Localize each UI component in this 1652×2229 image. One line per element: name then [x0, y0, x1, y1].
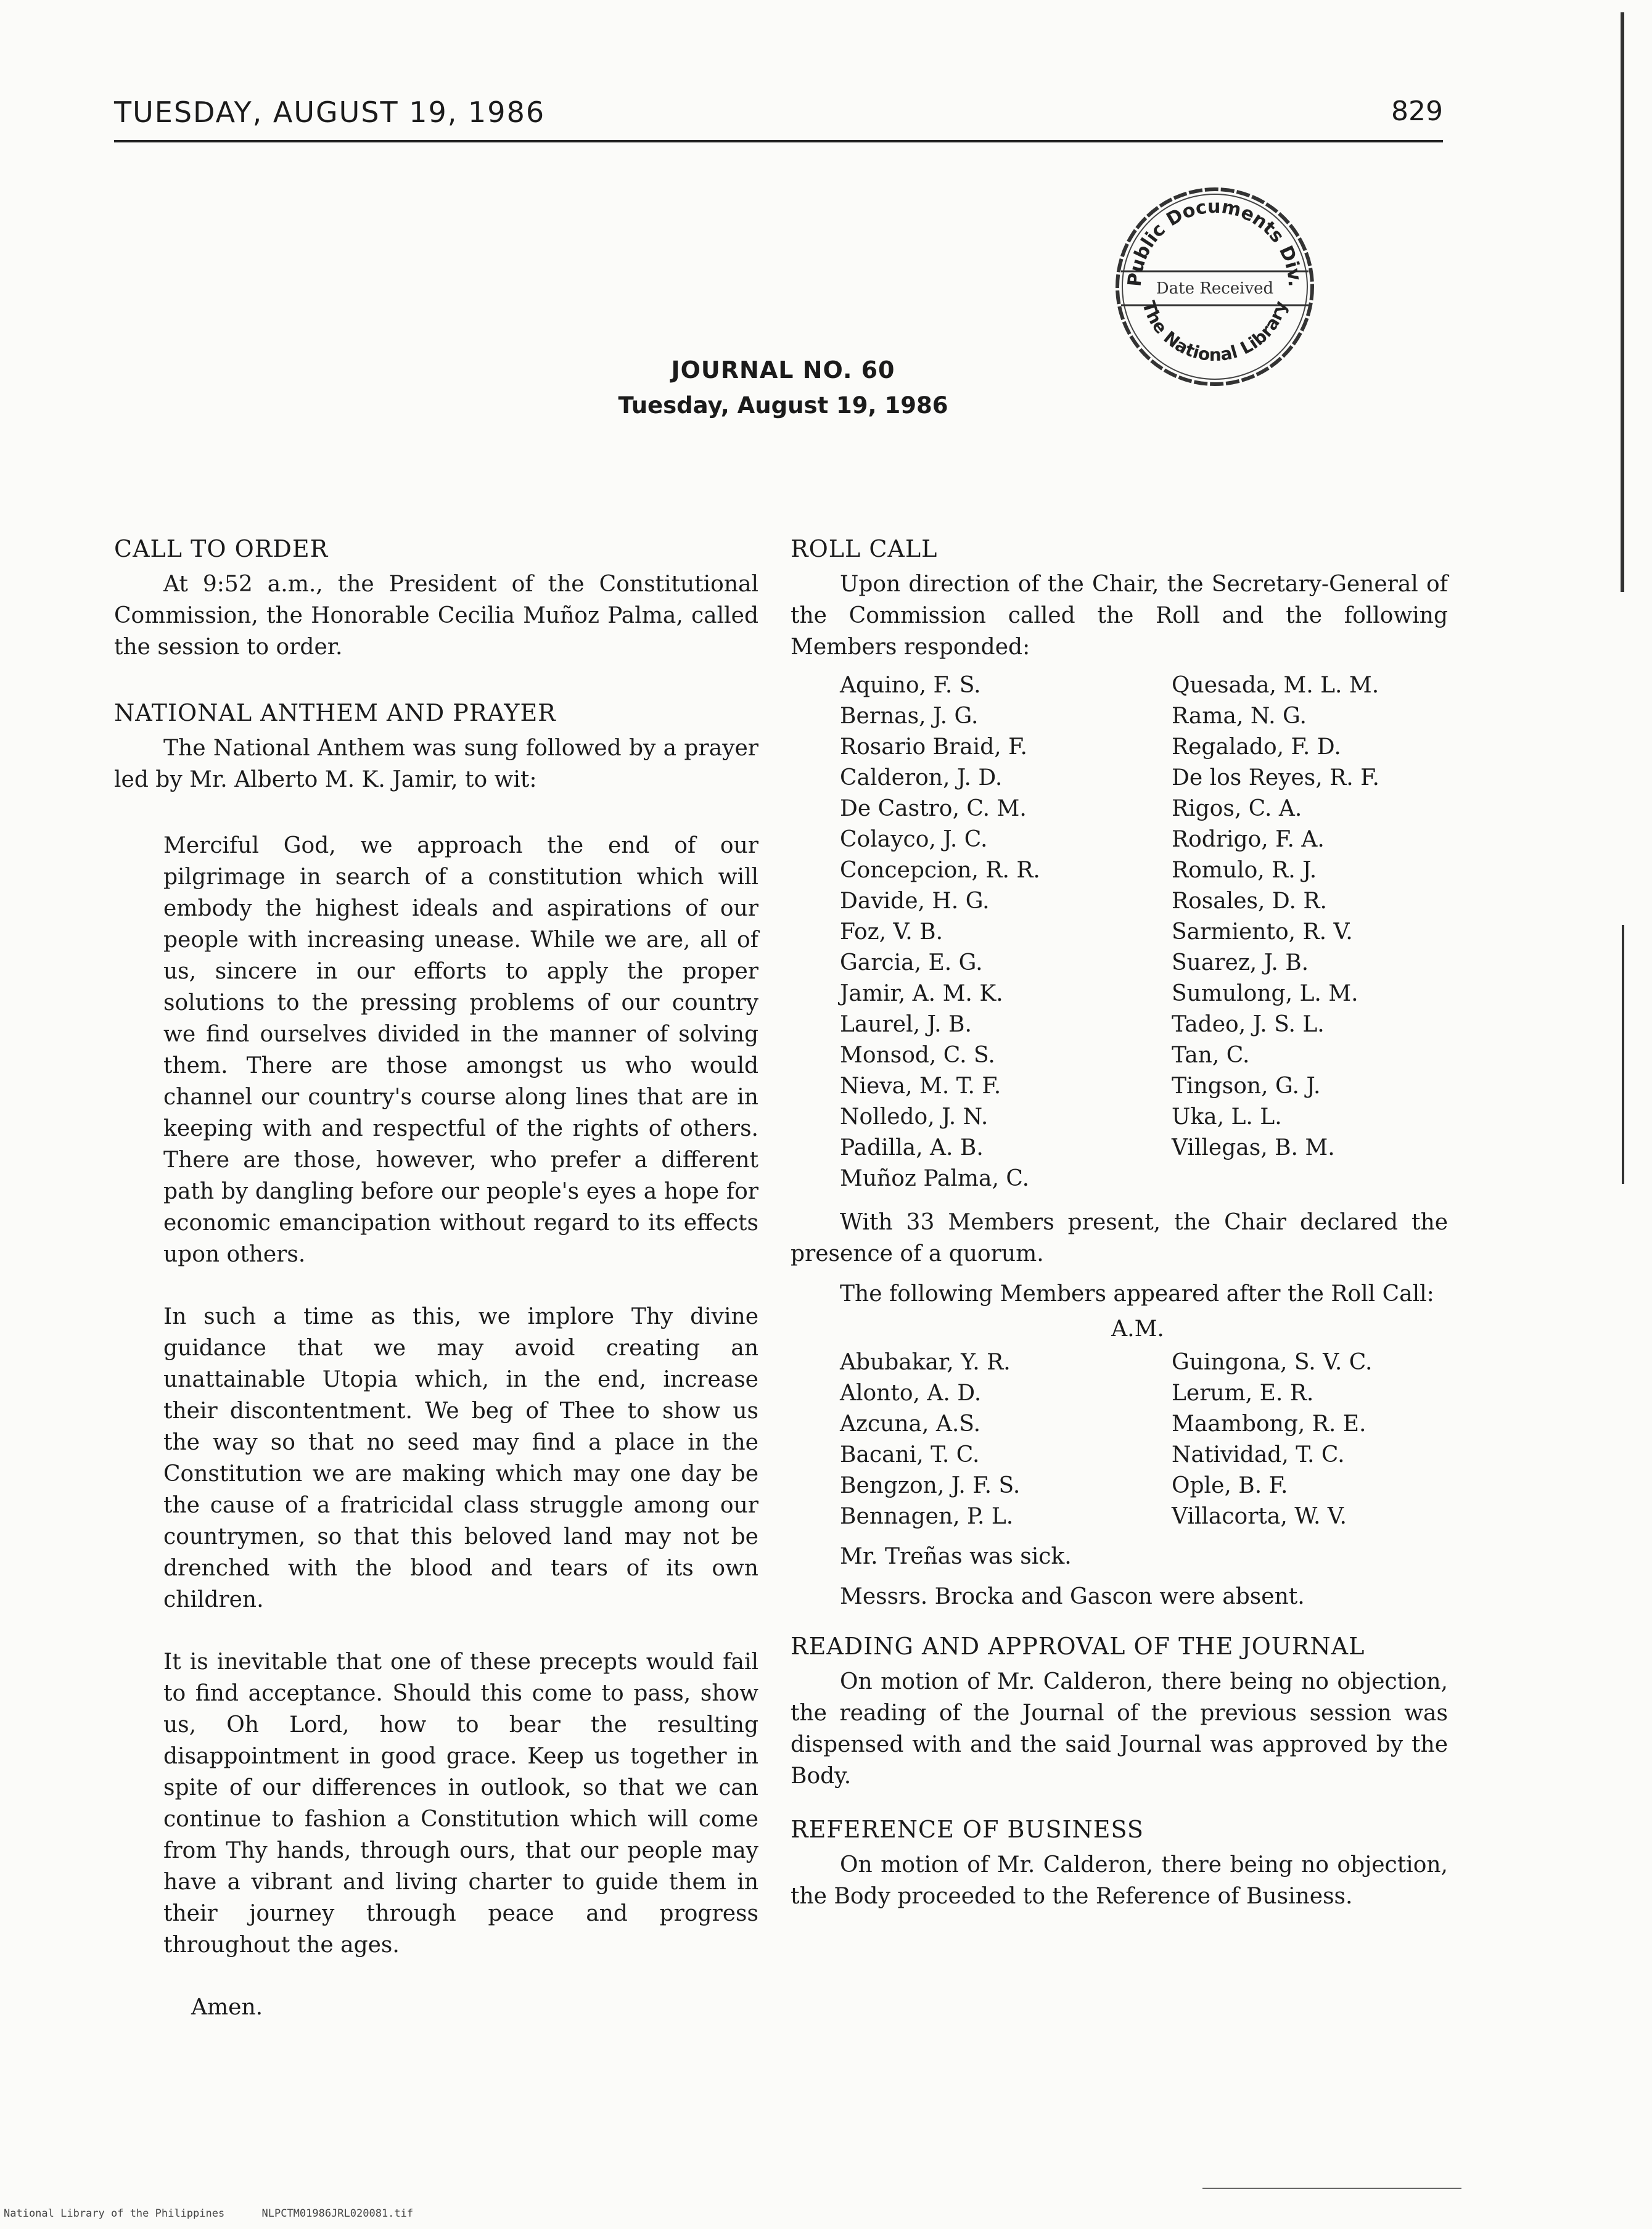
member-name: Rigos, C. A.: [1172, 796, 1302, 821]
member-name: Muñoz Palma, C.: [840, 1166, 1030, 1191]
header-date: TUESDAY, AUGUST 19, 1986: [114, 96, 546, 129]
member-name: Ople, B. F.: [1172, 1473, 1288, 1498]
footer-library: National Library of the Philippines: [4, 2207, 225, 2220]
member-name: Villacorta, W. V.: [1172, 1504, 1347, 1529]
member-name: Bernas, J. G.: [840, 704, 979, 729]
member-name: Bacani, T. C.: [840, 1442, 980, 1468]
member-name: Rama, N. G.: [1172, 704, 1307, 729]
journal-number: JOURNAL NO. 60: [671, 356, 895, 384]
scan-bottom-rule: [1202, 2188, 1461, 2189]
page-number: 829: [1391, 96, 1443, 127]
scan-footer: [4, 2207, 444, 2220]
prayer-amen: Amen.: [191, 1995, 263, 2020]
member-name: Sumulong, L. M.: [1172, 981, 1358, 1006]
member-name: Colayco, J. C.: [840, 827, 988, 852]
library-stamp: [1104, 179, 1326, 395]
journal-title: [543, 356, 1024, 419]
member-name: Calderon, J. D.: [840, 765, 1003, 790]
reading-heading: READING AND APPROVAL OF THE JOURNAL: [791, 1633, 1365, 1660]
member-name: Bengzon, J. F. S.: [840, 1473, 1021, 1498]
member-name: Abubakar, Y. R.: [840, 1350, 1011, 1375]
footer-file: NLPCTM01986JRL020081.tif: [261, 2207, 414, 2220]
late-arrivals-text: The following Members appeared after the Roll Call:: [840, 1281, 1434, 1307]
anthem-heading: NATIONAL ANTHEM AND PRAYER: [114, 699, 556, 726]
prayer-paragraph: Merciful God, we approach the end of our pilgrimage in search of a constitution which will embody the highest ideals and aspirations of our people with increasing unease. While we are, all of us, sincere in our efforts to apply the proper solutions to the pressing problems of our country we find ourselves divided in the manner of solving them. There are those amongst us who would channel our country's course along lines that are in keeping with and respectful of the rights of others. There are those, however, who prefer a different path by dangling before our people's eyes a hope for economic emancipation without regard to its effects upon others.: [163, 833, 758, 1267]
member-name: Aquino, F. S.: [840, 673, 981, 698]
member-name: De Castro, C. M.: [840, 796, 1027, 821]
stamp-middle-text: Date Received: [1156, 279, 1274, 298]
journal-date: Tuesday, August 19, 1986: [618, 392, 948, 419]
late-members-list: [840, 1347, 1448, 1532]
member-name: Maambong, R. E.: [1172, 1411, 1366, 1437]
member-name: Rodrigo, F. A.: [1172, 827, 1325, 852]
member-name: Sarmiento, R. V.: [1172, 919, 1353, 945]
member-name: Monsod, C. S.: [840, 1043, 995, 1068]
am-label: A.M.: [1111, 1316, 1164, 1342]
prayer: [163, 830, 758, 1961]
member-name: De los Reyes, R. F.: [1172, 765, 1379, 790]
left-column: [114, 533, 758, 2023]
header-rule: [114, 140, 1443, 142]
member-name: Azcuna, A.S.: [840, 1411, 981, 1437]
absent-note: Messrs. Brocka and Gascon were absent.: [840, 1584, 1305, 1609]
member-name: Rosales, D. R.: [1172, 889, 1327, 914]
member-name: Davide, H. G.: [840, 889, 990, 914]
member-name: Bennagen, P. L.: [840, 1504, 1014, 1529]
call-to-order-text: At 9:52 a.m., the President of the Constitutional Commission, the Honorable Cecilia Muñoz Palma, called the session to order.: [114, 572, 758, 660]
call-to-order-heading: CALL TO ORDER: [114, 535, 329, 562]
member-name: Rosario Braid, F.: [840, 734, 1027, 760]
stamp-bottom-text: The National Library: [1138, 298, 1292, 366]
member-name: Quesada, M. L. M.: [1172, 673, 1379, 698]
member-name: Suarez, J. B.: [1172, 950, 1309, 975]
member-name: Romulo, R. J.: [1172, 858, 1317, 883]
prayer-paragraph: In such a time as this, we implore Thy divine guidance that we may avoid creating an unattainable Utopia which, in the end, increase their discontentment. We beg of Thee to show us the way so that no seed may find a place in the Constitution we are making which may one day be the cause of a fratricidal class struggle among our countrymen, so that this beloved land may not be drenched with the blood and tears of its own children.: [163, 1304, 758, 1612]
member-name: Alonto, A. D.: [840, 1381, 982, 1406]
stamp-top-text: Public Documents Div.: [1124, 195, 1306, 288]
member-name: Tan, C.: [1172, 1043, 1250, 1068]
scan-edge-mark: [1621, 12, 1624, 592]
late-members-col2: [1172, 1347, 1461, 1532]
present-members-list: [840, 670, 1448, 1194]
scan-edge-mark: [1622, 925, 1624, 1184]
member-name: Concepcion, R. R.: [840, 858, 1040, 883]
member-name: Tadeo, J. S. L.: [1172, 1012, 1325, 1037]
member-name: Padilla, A. B.: [840, 1135, 984, 1160]
member-name: Lerum, E. R.: [1172, 1381, 1314, 1406]
anthem-text: The National Anthem was sung followed by a prayer led by Mr. Alberto M. K. Jamir, to wit:: [114, 736, 758, 792]
member-name: Foz, V. B.: [840, 919, 943, 945]
prayer-paragraph: It is inevitable that one of these precepts would fail to find acceptance. Should this come to pass, show us, Oh Lord, how to bear the resulting disappointment in good grace. Keep us together in spite of our differences in outlook, so that we can continue to fashion a Constitution which will come from Thy hands, through ours, that our people may have a vibrant and living charter to guide them in their journey through peace and progress throughout the ages.: [163, 1649, 758, 1958]
member-name: Nolledo, J. N.: [840, 1104, 988, 1130]
reference-heading: REFERENCE OF BUSINESS: [791, 1816, 1144, 1843]
member-name: Jamir, A. M. K.: [840, 981, 1003, 1006]
member-name: Guingona, S. V. C.: [1172, 1350, 1373, 1375]
reference-text: On motion of Mr. Calderon, there being no objection, the Body proceeded to the Reference of Business.: [791, 1852, 1448, 1909]
present-members-col2: [1172, 670, 1461, 1194]
sick-note: Mr. Treñas was sick.: [840, 1544, 1072, 1569]
quorum-text: With 33 Members present, the Chair declared the presence of a quorum.: [791, 1210, 1448, 1266]
member-name: Tingson, G. J.: [1172, 1073, 1321, 1099]
right-column: [791, 533, 1448, 1912]
late-members-col1: [840, 1347, 1172, 1532]
member-name: Regalado, F. D.: [1172, 734, 1341, 760]
member-name: Uka, L. L.: [1172, 1104, 1282, 1130]
member-name: Nieva, M. T. F.: [840, 1073, 1001, 1099]
member-name: Garcia, E. G.: [840, 950, 983, 975]
present-members-col1: [840, 670, 1172, 1194]
roll-call-heading: ROLL CALL: [791, 535, 938, 562]
roll-call-text: Upon direction of the Chair, the Secretary-General of the Commission called the Roll and the following Members responded:: [791, 572, 1448, 660]
member-name: Natividad, T. C.: [1172, 1442, 1345, 1468]
member-name: Laurel, J. B.: [840, 1012, 972, 1037]
member-name: Villegas, B. M.: [1172, 1135, 1335, 1160]
reading-text: On motion of Mr. Calderon, there being no objection, the reading of the Journal of the previous session was dispensed with and the said Journal was approved by the Body.: [791, 1669, 1448, 1789]
